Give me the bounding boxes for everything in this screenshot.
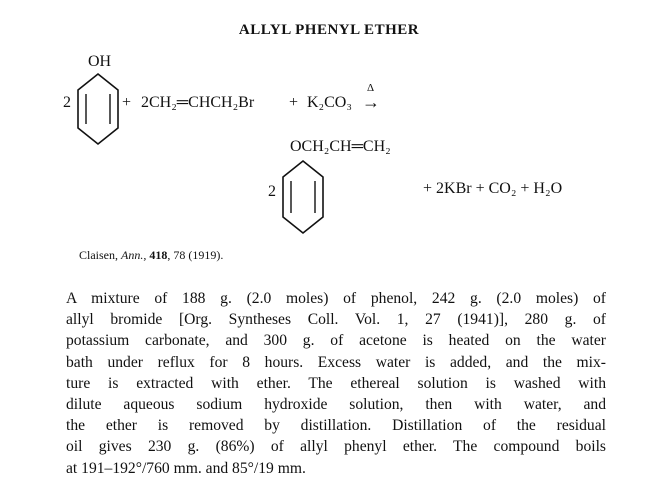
heat-symbol: Δ [367, 82, 375, 94]
literature-reference [79, 248, 223, 263]
reaction-arrow: → [362, 92, 380, 112]
paragraph-line: at 191–192°/760 mm. and 85°/19 mm. [66, 459, 306, 477]
paragraph-line: the ether is removed by distillation. Distillation of the residual [66, 417, 606, 435]
paragraph-line: A mixture of 188 g. (2.0 moles) of phenol, 242 g. (2.0 moles) of [66, 290, 606, 307]
paragraph-line: ture is extracted with ether. The ethereal solution is washed with [66, 374, 606, 392]
page-title: ALLYL PHENYL ETHER [238, 22, 420, 38]
reference-author: Claisen, [79, 248, 121, 262]
paragraph-line: bath under reflux for 8 hours. Excess water is added, and the mix- [66, 353, 606, 371]
procedure-paragraph [66, 288, 606, 479]
reference-journal: Ann., [121, 248, 147, 262]
paragraph-line: allyl bromide [Org. Syntheses Coll. Vol. 1, 27 (1941)], 280 g. of [66, 311, 606, 329]
reactant1-substituent: OH [88, 53, 112, 70]
paragraph-line: potassium carbonate, and 300 g. of acetone is heated on the water [66, 332, 606, 350]
reference-pages-year: , 78 (1919). [167, 248, 224, 262]
paragraph-line: dilute aqueous sodium hydroxide solution, then with water, and [66, 395, 606, 413]
product-coefficient: 2 [268, 183, 276, 200]
phenol-benzene-ring [74, 70, 122, 148]
product-substituent: OCH₂CH═CH₂ [290, 138, 391, 155]
product-benzene-ring [279, 157, 327, 237]
reactant1-coefficient: 2 [63, 94, 71, 111]
byproducts-formula: + 2KBr + CO₂ + H₂O [423, 180, 563, 197]
reference-volume: 418 [149, 248, 168, 262]
plus-sign-1: + [122, 94, 132, 111]
paragraph-line: oil gives 230 g. (86%) of allyl phenyl ether. The compound boils [66, 438, 606, 456]
plus-sign-2: + [289, 94, 299, 111]
allyl-bromide-formula: 2CH₂═CHCH₂Br [141, 94, 255, 111]
potassium-carbonate-formula: K₂CO₃ [307, 94, 352, 111]
